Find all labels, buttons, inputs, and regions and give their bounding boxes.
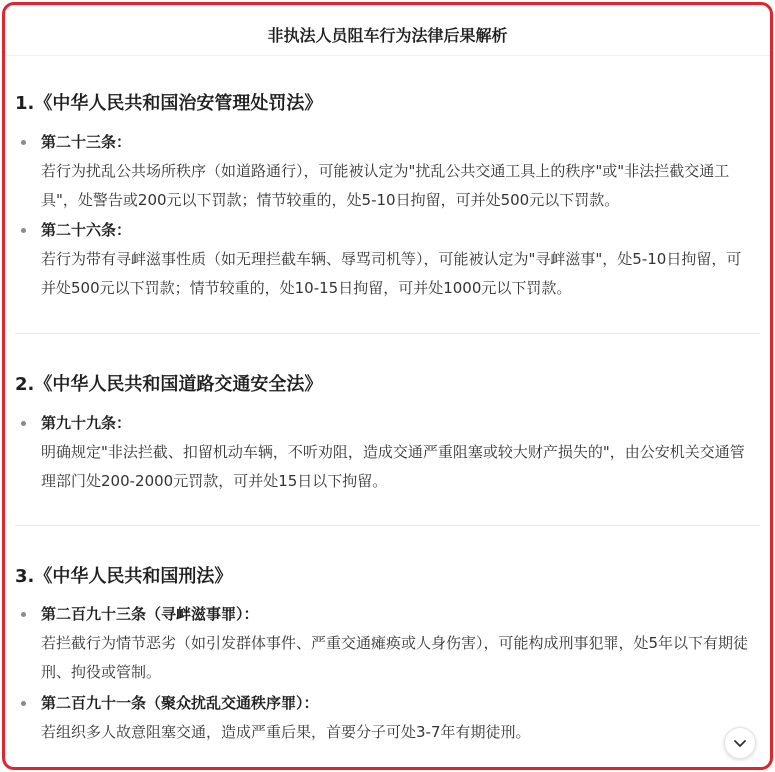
item-body: 若行为扰乱公共场所秩序（如道路通行），可能被认定为"扰乱公共交通工具上的秩序"或"非法拦截交通工具"，处警告或200元以下罚款；情节较重的，处5-10日拘留，可并处500元以下罚款。: [41, 162, 730, 209]
scroll-down-button[interactable]: [724, 727, 756, 759]
section-heading-3: 3.《中华人民共和国刑法》: [15, 566, 233, 587]
item-body: 明确规定"非法拦截、扣留机动车辆，不听劝阻，造成交通严重阻塞或较大财产损失的"，由公安机关交通管理部门处200-2000元罚款，可并处15日以下拘留。: [41, 443, 745, 490]
section-heading-2: 2.《中华人民共和国道路交通安全法》: [15, 374, 323, 395]
chevron-down-icon: [733, 736, 747, 750]
item-head: 第二百九十一条（聚众扰乱交通秩序罪）：: [41, 694, 319, 712]
item-body: 若组织多人故意阻塞交通，造成严重后果，首要分子可处3-7年有期徒刑。: [41, 723, 531, 741]
bullet-icon: [21, 140, 26, 145]
section-divider: [15, 525, 760, 526]
bullet-icon: [21, 421, 26, 426]
item-head: 第二十三条：: [41, 133, 132, 151]
item-body: 若行为带有寻衅滋事性质（如无理拦截车辆、辱骂司机等），可能被认定为"寻衅滋事"，处5-10日拘留，可并处500元以下罚款；情节较重的，处10-15日拘留，可并处1000元以下罚款。: [41, 250, 742, 297]
page-title: 非执法人员阻车行为法律后果解析: [267, 26, 508, 45]
list-item: [15, 602, 756, 687]
list-item: [15, 411, 756, 496]
list-item: [15, 130, 756, 215]
item-head: 第二十六条：: [41, 221, 132, 239]
list-item: [15, 691, 756, 747]
bullet-icon: [21, 701, 26, 706]
bullet-icon: [21, 612, 26, 617]
item-head: 第九十九条：: [41, 414, 132, 432]
item-body: 若拦截行为情节恶劣（如引发群体事件、严重交通瘫痪或人身伤害），可能构成刑事犯罪，处5年以下有期徒刑、拘役或管制。: [41, 634, 749, 681]
list-item: [15, 218, 756, 303]
item-head: 第二百九十三条（寻衅滋事罪）：: [41, 605, 259, 623]
bullet-icon: [21, 228, 26, 233]
section-divider: [15, 333, 760, 334]
document-frame: [2, 2, 773, 770]
section-heading-1: 1.《中华人民共和国治安管理处罚法》: [15, 93, 323, 114]
title-divider: [5, 55, 770, 56]
